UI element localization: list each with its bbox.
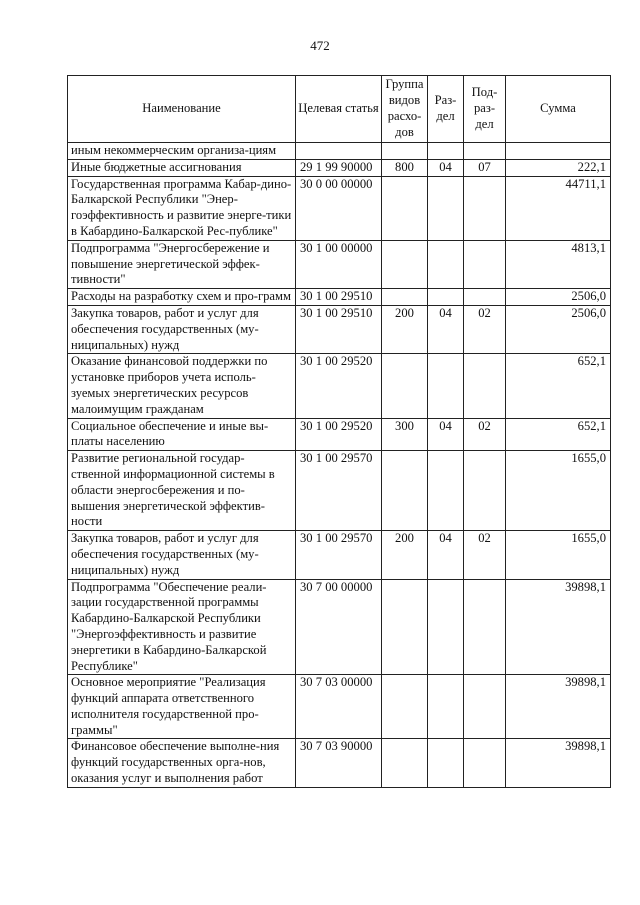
cell-name: иным некоммерческим организа-циям bbox=[68, 143, 296, 160]
cell-sum: 39898,1 bbox=[506, 579, 611, 675]
cell-subsection: 02 bbox=[464, 305, 506, 353]
cell-sum: 222,1 bbox=[506, 159, 611, 176]
table-row bbox=[68, 579, 611, 675]
cell-name: Финансовое обеспечение выполне-ния функций государственных орга-нов, оказания услуг и выполнения работ bbox=[68, 739, 296, 787]
cell-section bbox=[428, 240, 464, 288]
cell-target: 30 1 00 29520 bbox=[296, 354, 382, 418]
cell-subsection bbox=[464, 240, 506, 288]
table-body bbox=[68, 143, 611, 788]
cell-group bbox=[382, 240, 428, 288]
cell-section bbox=[428, 675, 464, 739]
table-row bbox=[68, 354, 611, 418]
header-name: Наименование bbox=[68, 76, 296, 143]
cell-name: Расходы на разработку схем и про-грамм bbox=[68, 289, 296, 306]
table-row bbox=[68, 451, 611, 531]
table-row bbox=[68, 739, 611, 787]
cell-target: 30 1 00 00000 bbox=[296, 240, 382, 288]
cell-sum: 44711,1 bbox=[506, 176, 611, 240]
cell-subsection: 02 bbox=[464, 418, 506, 451]
cell-group: 200 bbox=[382, 305, 428, 353]
cell-target: 30 1 00 29520 bbox=[296, 418, 382, 451]
header-group: Группа видов расхо-дов bbox=[382, 76, 428, 143]
cell-target: 30 1 00 29510 bbox=[296, 289, 382, 306]
cell-sum: 4813,1 bbox=[506, 240, 611, 288]
cell-group: 200 bbox=[382, 531, 428, 579]
cell-target: 30 7 03 90000 bbox=[296, 739, 382, 787]
cell-sum: 1655,0 bbox=[506, 451, 611, 531]
cell-subsection bbox=[464, 176, 506, 240]
header-target: Целевая статья bbox=[296, 76, 382, 143]
cell-section bbox=[428, 354, 464, 418]
table-row bbox=[68, 675, 611, 739]
cell-name: Социальное обеспечение и иные вы-платы населению bbox=[68, 418, 296, 451]
cell-group: 800 bbox=[382, 159, 428, 176]
budget-table bbox=[67, 75, 611, 788]
cell-target: 30 7 00 00000 bbox=[296, 579, 382, 675]
cell-subsection: 02 bbox=[464, 531, 506, 579]
cell-section bbox=[428, 451, 464, 531]
cell-subsection bbox=[464, 739, 506, 787]
table-row bbox=[68, 159, 611, 176]
cell-name: Подпрограмма "Энергосбережение и повышение энергетической эффек-тивности" bbox=[68, 240, 296, 288]
cell-subsection bbox=[464, 289, 506, 306]
table-header bbox=[68, 76, 611, 143]
cell-sum: 39898,1 bbox=[506, 739, 611, 787]
cell-sum bbox=[506, 143, 611, 160]
cell-section: 04 bbox=[428, 418, 464, 451]
cell-name: Основное мероприятие "Реализация функций аппарата ответственного исполнителя государственной про-граммы" bbox=[68, 675, 296, 739]
cell-section: 04 bbox=[428, 159, 464, 176]
cell-group bbox=[382, 451, 428, 531]
cell-name: Иные бюджетные ассигнования bbox=[68, 159, 296, 176]
cell-group bbox=[382, 289, 428, 306]
cell-target: 30 7 03 00000 bbox=[296, 675, 382, 739]
cell-group bbox=[382, 739, 428, 787]
cell-target: 30 0 00 00000 bbox=[296, 176, 382, 240]
header-subsection: Под-раз-дел bbox=[464, 76, 506, 143]
cell-section bbox=[428, 739, 464, 787]
cell-target: 30 1 00 29570 bbox=[296, 531, 382, 579]
cell-sum: 652,1 bbox=[506, 354, 611, 418]
cell-sum: 1655,0 bbox=[506, 531, 611, 579]
cell-sum: 2506,0 bbox=[506, 289, 611, 306]
cell-group bbox=[382, 675, 428, 739]
cell-subsection bbox=[464, 675, 506, 739]
cell-target: 30 1 00 29570 bbox=[296, 451, 382, 531]
table-row bbox=[68, 176, 611, 240]
cell-section bbox=[428, 579, 464, 675]
cell-section: 04 bbox=[428, 531, 464, 579]
cell-section bbox=[428, 289, 464, 306]
cell-sum: 2506,0 bbox=[506, 305, 611, 353]
cell-name: Развитие региональной государ-ственной информационной системы в области энергосбережения и по-вышения энергетической эффектив-ности bbox=[68, 451, 296, 531]
cell-target bbox=[296, 143, 382, 160]
cell-group: 300 bbox=[382, 418, 428, 451]
cell-sum: 652,1 bbox=[506, 418, 611, 451]
header-row bbox=[68, 76, 611, 143]
table-row bbox=[68, 418, 611, 451]
cell-subsection bbox=[464, 579, 506, 675]
table-row bbox=[68, 289, 611, 306]
cell-section bbox=[428, 143, 464, 160]
table-row bbox=[68, 531, 611, 579]
cell-target: 30 1 00 29510 bbox=[296, 305, 382, 353]
cell-section: 04 bbox=[428, 305, 464, 353]
table-row bbox=[68, 305, 611, 353]
cell-name: Государственная программа Кабар-дино-Балкарской Республики "Энер-гоэффективность и развитие энерге-тики в Кабардино-Балкарской Рес-публике" bbox=[68, 176, 296, 240]
cell-name: Оказание финансовой поддержки по установке приборов учета исполь-зуемых энергетических ресурсов малоимущим гражданам bbox=[68, 354, 296, 418]
header-section: Раз-дел bbox=[428, 76, 464, 143]
cell-subsection bbox=[464, 143, 506, 160]
cell-name: Закупка товаров, работ и услуг для обеспечения государственных (му-ниципальных) нужд bbox=[68, 531, 296, 579]
cell-name: Закупка товаров, работ и услуг для обеспечения государственных (му-ниципальных) нужд bbox=[68, 305, 296, 353]
cell-section bbox=[428, 176, 464, 240]
cell-name: Подпрограмма "Обеспечение реали-зации государственной программы Кабардино-Балкарской Республики "Энергоэффективность и развитие энергетики в Кабардино-Балкарской Республике" bbox=[68, 579, 296, 675]
cell-sum: 39898,1 bbox=[506, 675, 611, 739]
page-number: 472 bbox=[310, 38, 330, 53]
table-row bbox=[68, 240, 611, 288]
cell-group bbox=[382, 579, 428, 675]
cell-subsection: 07 bbox=[464, 159, 506, 176]
cell-group bbox=[382, 176, 428, 240]
header-sum: Сумма bbox=[506, 76, 611, 143]
table-row bbox=[68, 143, 611, 160]
cell-group bbox=[382, 143, 428, 160]
cell-subsection bbox=[464, 354, 506, 418]
cell-group bbox=[382, 354, 428, 418]
cell-subsection bbox=[464, 451, 506, 531]
cell-target: 29 1 99 90000 bbox=[296, 159, 382, 176]
